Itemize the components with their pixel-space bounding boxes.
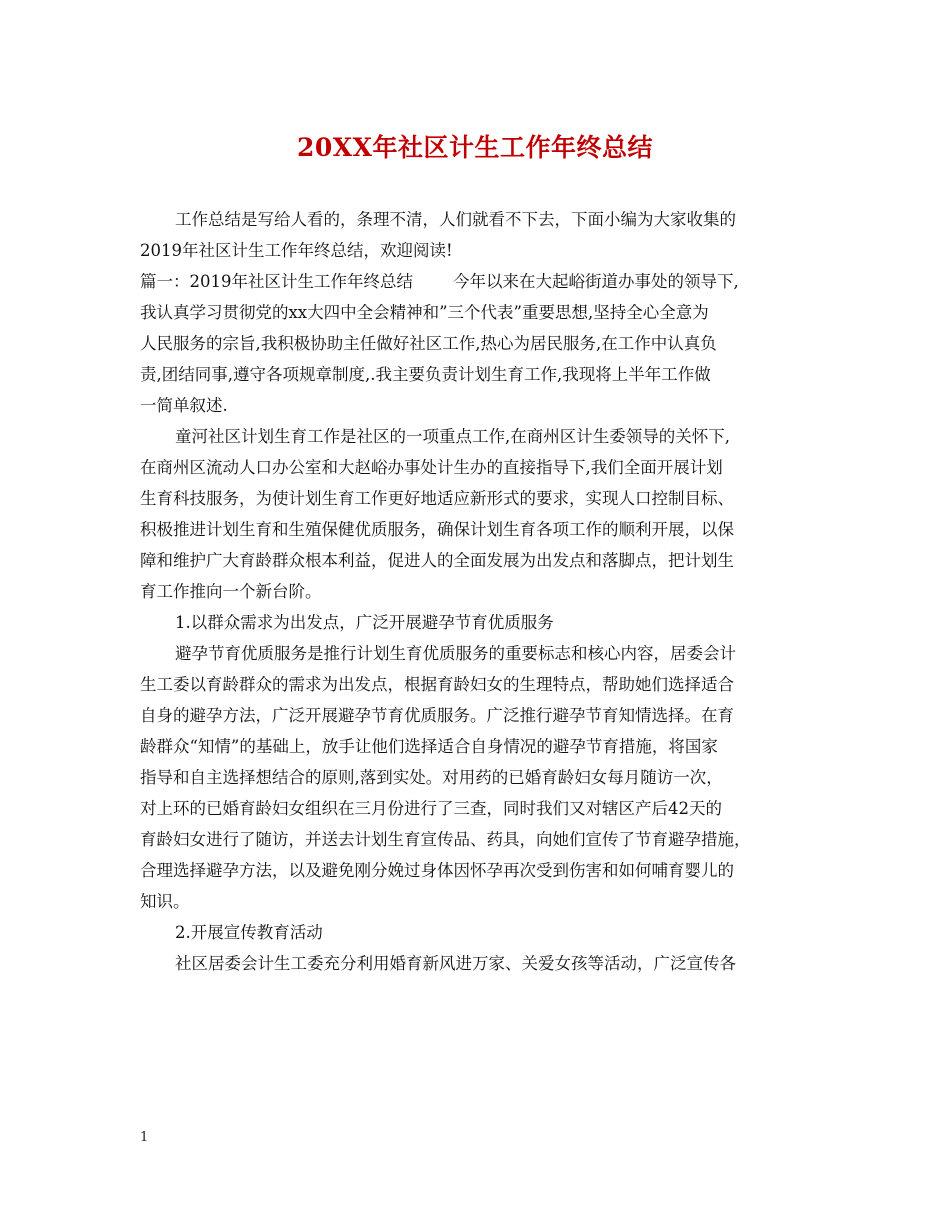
- document-body: [140, 204, 820, 979]
- body-line: 生工委以育龄群众的需求为出发点，根据育龄妇女的生理特点，帮助她们选择适合: [140, 675, 734, 694]
- subheading-2: 2.开展宣传教育活动: [175, 923, 323, 942]
- body-line: 生育科技服务，为使计划生育工作更好地适应新形式的要求，实现人口控制目标、: [140, 489, 734, 508]
- body-line: 知识。: [140, 892, 190, 911]
- body-line: 工作总结是写给人看的，条理不清，人们就看不下去，下面小编为大家收集的: [175, 210, 736, 229]
- body-text-run: 今年以来在大起峪街道办事处的领导下,: [453, 272, 739, 291]
- body-line: 合理选择避孕方法，以及避免刚分娩过身体因怀孕再次受到伤害和如何哺育婴儿的: [140, 861, 734, 880]
- body-line: 育龄妇女进行了随访，并送去计划生育宣传品、药具，向她们宣传了节育避孕措施，: [140, 830, 751, 849]
- body-line: 育工作推向一个新台阶。: [140, 582, 322, 601]
- body-line: 障和维护广大育龄群众根本利益，促进人的全面发展为出发点和落脚点，把计划生: [140, 551, 734, 570]
- body-line: 责,团结同事,遵守各项规章制度,.我主要负责计划生育工作,我现将上半年工作做: [140, 365, 711, 384]
- body-line: 我认真学习贯彻党的xx大四中全会精神和”三个代表”重要思想,坚持全心全意为: [140, 303, 709, 322]
- body-line: 一简单叙述.: [140, 396, 228, 415]
- body-line: 在商州区流动人口办公室和大赵峪办事处计生办的直接指导下,我们全面开展计划: [140, 458, 723, 477]
- body-line: 避孕节育优质服务是推行计划生育优质服务的重要标志和核心内容，居委会计: [175, 644, 736, 663]
- body-line: 2019年社区计生工作年终总结，欢迎阅读!: [140, 241, 453, 260]
- body-line: 龄群众“知情”的基础上，放手让他们选择适合自身情况的避孕节育措施，将国家: [140, 737, 718, 756]
- body-line-heading: [140, 266, 820, 297]
- body-line: 童河社区计划生育工作是社区的一项重点工作,在商州区计生委领导的关怀下,: [175, 427, 730, 446]
- subheading-1: 1.以群众需求为出发点，广泛开展避孕节育优质服务: [175, 613, 554, 632]
- body-line: 指导和自主选择想结合的原则,落到实处。对用药的已婚育龄妇女每月随访一次，: [140, 768, 723, 787]
- body-line: 积极推进计划生育和生殖保健优质服务，确保计划生育各项工作的顺利开展，以保: [140, 520, 734, 539]
- body-line: 自身的避孕方法，广泛开展避孕节育优质服务。广泛推行避孕节育知情选择。在育: [140, 706, 734, 725]
- body-line: 对上环的已婚育龄妇女组织在三月份进行了三查，同时我们又对辖区产后42天的: [140, 799, 722, 818]
- body-line: 人民服务的宗旨,我积极协助主任做好社区工作,热心为居民服务,在工作中认真负: [140, 334, 717, 353]
- document-title: 20XX年社区计生工作年终总结: [296, 133, 654, 162]
- body-line: 社区居委会计生工委充分利用婚育新风进万家、关爱女孩等活动，广泛宣传各: [175, 954, 736, 973]
- page-number: 1: [140, 1130, 149, 1145]
- section-heading: 篇一：2019年社区计生工作年终总结: [140, 272, 413, 291]
